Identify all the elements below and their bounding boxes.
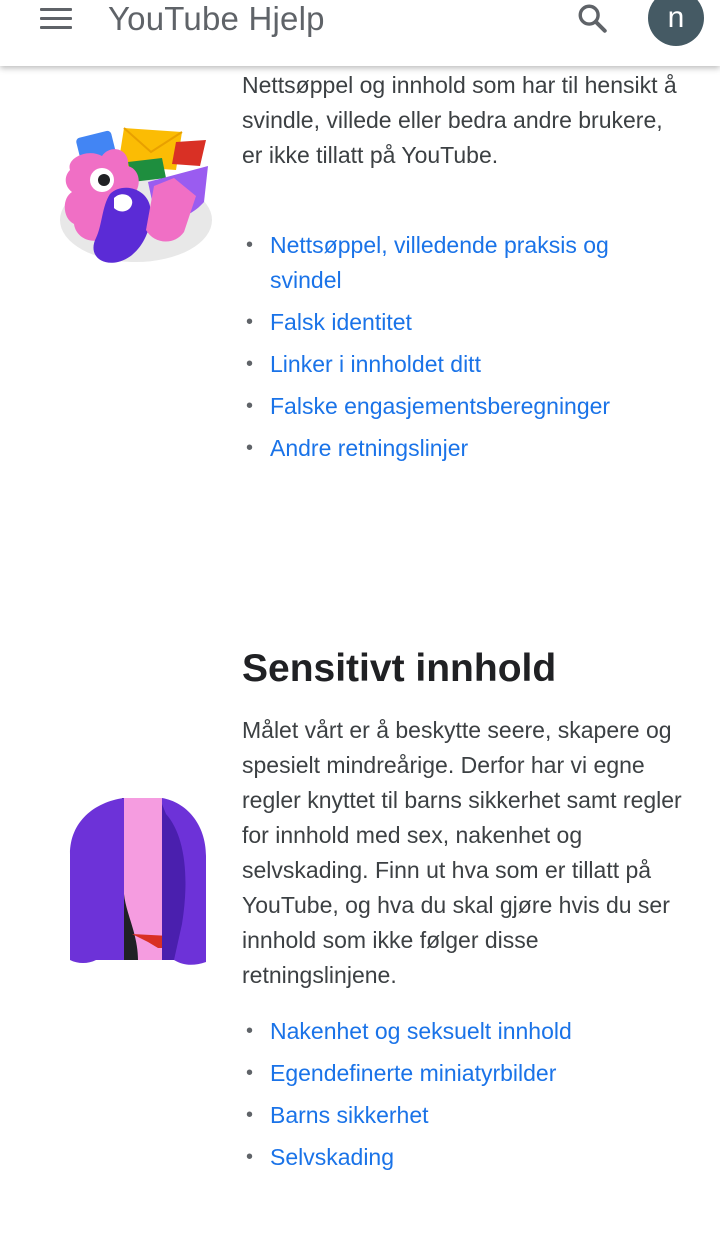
link-impersonation[interactable]: Falsk identitet: [270, 309, 412, 335]
sensitive-links-list: [242, 1014, 682, 1182]
list-item: [242, 1140, 682, 1175]
link-child-safety[interactable]: Barns sikkerhet: [270, 1102, 429, 1128]
link-self-harm[interactable]: Selvskading: [270, 1144, 395, 1170]
menu-icon: [40, 8, 72, 30]
account-avatar[interactable]: n: [648, 0, 704, 46]
list-item: [242, 389, 682, 424]
sensitive-illustration: [66, 794, 210, 970]
link-external-links[interactable]: Linker i innholdet ditt: [270, 351, 481, 377]
link-spam-deceptive[interactable]: Nettsøppel, villedende praksis og svindel: [270, 232, 609, 293]
list-item: [242, 431, 682, 466]
link-other-policies[interactable]: Andre retningslinjer: [270, 435, 469, 461]
app-bar: [0, 0, 720, 66]
sensitive-description: Målet vårt er å beskytte seere, skapere og spesielt mindreårige. Derfor har vi egne regler knyttet til barns sikkerhet samt regler for innhold med sex, nakenhet og selvskading. Finn ut hva som er tillatt på YouTube, og hva du skal gjøre hvis du ser innhold som ikke følger disse retningslinjene.: [242, 717, 682, 988]
search-button[interactable]: [566, 0, 618, 36]
link-nudity-sexual[interactable]: Nakenhet og seksuelt innhold: [270, 1018, 572, 1044]
sensitive-heading: Sensitivt innhold: [242, 647, 557, 690]
link-custom-thumbnails[interactable]: Egendefinerte miniatyrbilder: [270, 1060, 557, 1086]
search-icon: [575, 1, 609, 35]
app-title[interactable]: YouTube Hjelp: [108, 0, 325, 37]
list-item: [242, 1056, 682, 1091]
list-item: [242, 228, 682, 298]
list-item: [242, 305, 682, 340]
list-item: [242, 347, 682, 382]
link-fake-engagement[interactable]: Falske engasjementsberegninger: [270, 393, 611, 419]
spam-description: Nettsøppel og innhold som har til hensikt å svindle, villede eller bedra andre brukere, er ikke tillatt på YouTube.: [242, 72, 677, 168]
list-item: [242, 1098, 682, 1133]
spam-illustration: [58, 122, 218, 266]
spam-links-list: [242, 228, 682, 473]
list-item: [242, 1014, 682, 1049]
menu-button[interactable]: [30, 0, 82, 38]
